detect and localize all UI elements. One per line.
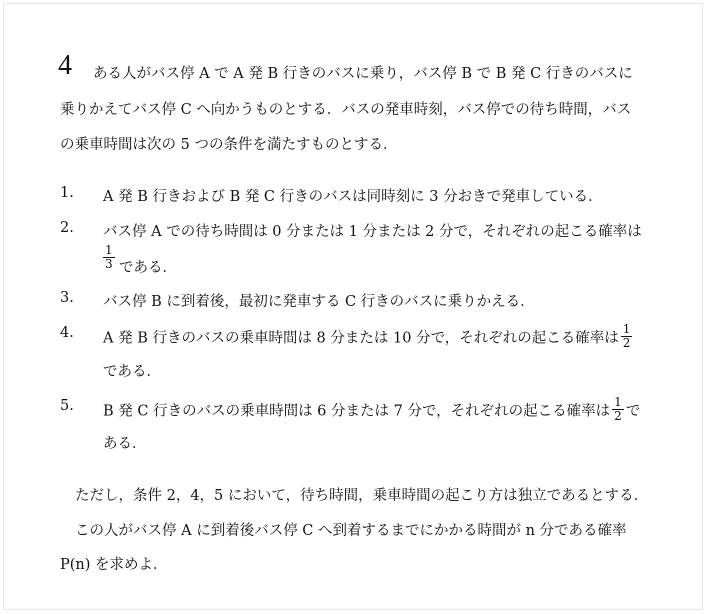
fraction-denominator: 3 [105,257,113,271]
condition-5-tail: で [625,403,641,420]
note-text: ただし，条件 2，4，5 において，待ち時間，乗車時間の起こり方は独立であるとする． [75,488,649,504]
condition-4-continuation: である． [103,364,161,380]
question-line-1: この人がバス停 A に到着後バス停 C へ到着するまでにかかる時間が n 分である確率 [75,523,627,539]
condition-2-text: バス停 A での待ち時間は 0 分または 1 分または 2 分で，それぞれの起こる確率は [103,224,642,240]
condition-1-text: A 発 B 行きおよび B 発 C 行きのバスは同時刻に 3 分おきで発車している． [103,189,603,205]
condition-3-text: バス停 B に到着後，最初に発車する C 行きのバスに乗りかえる． [103,294,535,310]
fraction-numerator: 1 [622,322,631,336]
question-line-2: P(n) を求めよ． [60,557,168,573]
condition-4-fraction [621,323,633,350]
problem-number: 4 [58,50,72,81]
intro-line-3: の乗車時間は次の 5 つの条件を満たすものとする． [60,137,398,153]
condition-2-number: 2. [60,220,74,236]
condition-5-text: B 発 C 行きのバスの乗車時間は 6 分または 7 分で，それぞれの起こる確率は [103,403,611,420]
fraction-numerator: 1 [105,243,113,257]
fraction-denominator: 2 [614,409,622,423]
condition-3-number: 3. [60,290,74,306]
condition-2-continuation: である． [119,260,177,276]
intro-line-2: 乗りかえてバス停 C へ向かうものとする．バスの発車時刻，バス停での待ち時間，バス [60,102,632,118]
condition-2-fraction [103,244,115,271]
condition-4-text: A 発 B 行きのバスの乗車時間は 8 分または 10 分で，それぞれの起こる確率は [103,330,619,347]
fraction-numerator: 1 [614,395,622,409]
condition-5-continuation: ある． [103,436,147,452]
condition-5-fraction [612,396,624,423]
condition-4-number: 4. [60,325,74,341]
condition-5-number: 5. [60,398,74,414]
fraction-denominator: 2 [622,336,631,350]
condition-4-text-line [103,322,634,352]
intro-line-1: ある人がバス停 A で A 発 B 行きのバスに乗り，バス停 B で B 発 C 行きのバスに [93,66,633,82]
condition-1-number: 1. [60,185,74,201]
condition-5-text-line [103,395,641,425]
